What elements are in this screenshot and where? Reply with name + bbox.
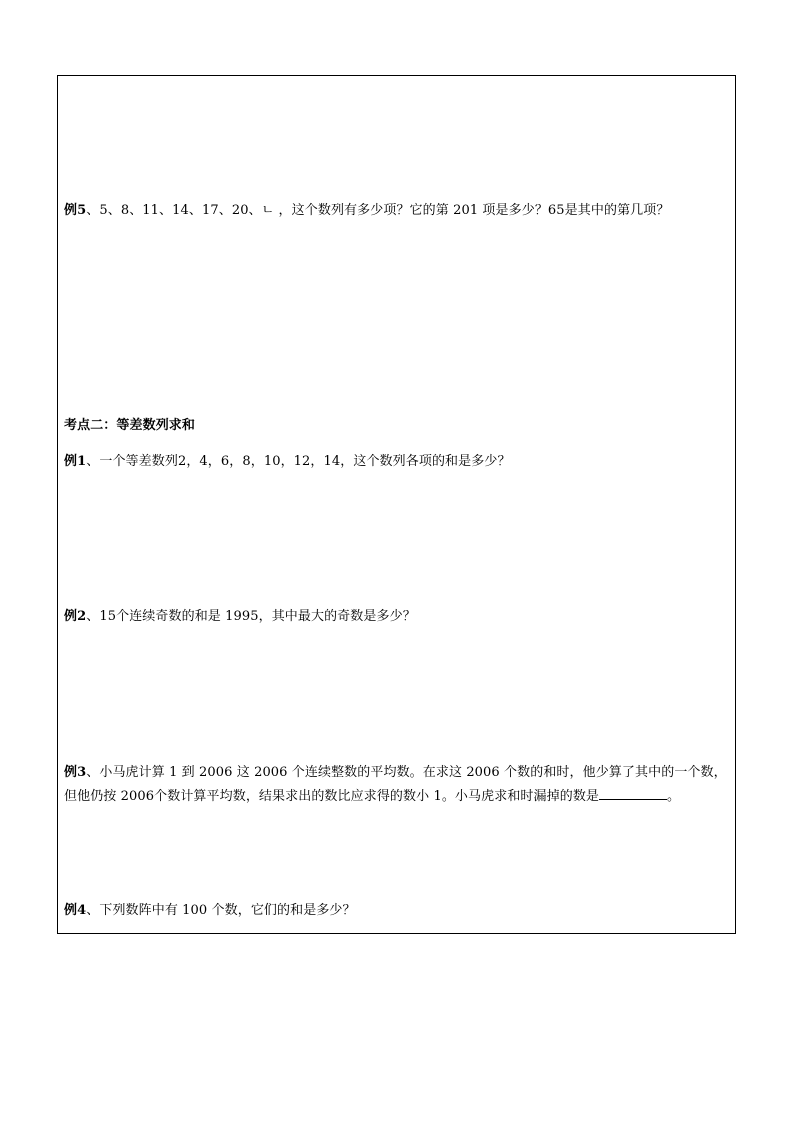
example-1 <box>64 454 511 470</box>
example-4 <box>64 903 356 919</box>
example-1-text: 、一个等差数列2，4，6，8，10，12，14，这个数列各项的和是多少？ <box>86 454 511 469</box>
example-5 <box>64 203 669 219</box>
example-2-label: 例2 <box>64 609 87 624</box>
example-2 <box>64 609 416 625</box>
example-3-label: 例3 <box>64 765 87 780</box>
answer-blank <box>599 787 667 800</box>
example-1-label: 例1 <box>64 454 87 469</box>
example-4-text: 、下列数阵中有 100 个数，它们的和是多少？ <box>86 903 356 918</box>
section-2-title: 考点二：等差数列求和 <box>64 418 196 433</box>
example-2-text: 、15个连续奇数的和是 1995，其中最大的奇数是多少？ <box>86 609 416 624</box>
example-4-label: 例4 <box>64 903 87 918</box>
example-3-text-line-1: 、小马虎计算 1 到 2006 这 2006 个连续整数的平均数。在求这 2006 个数的和时，他少算了其中的一个数， <box>86 765 727 780</box>
example-3-text-line-2-end: 。 <box>667 789 681 804</box>
example-5-label: 例5 <box>64 203 87 218</box>
example-3-line-2 <box>64 787 680 805</box>
example-3-text-line-2: 但他仍按 2006个数计算平均数，结果求出的数比应求得的数小 1。小马虎求和时漏掉的数是 <box>64 789 600 804</box>
example-5-text: 、5、8、11、14、17、20、ㄴ ，这个数列有多少项？它的第 201 项是多少？65是其中的第几项？ <box>86 203 670 218</box>
example-3-line-1 <box>64 765 727 781</box>
